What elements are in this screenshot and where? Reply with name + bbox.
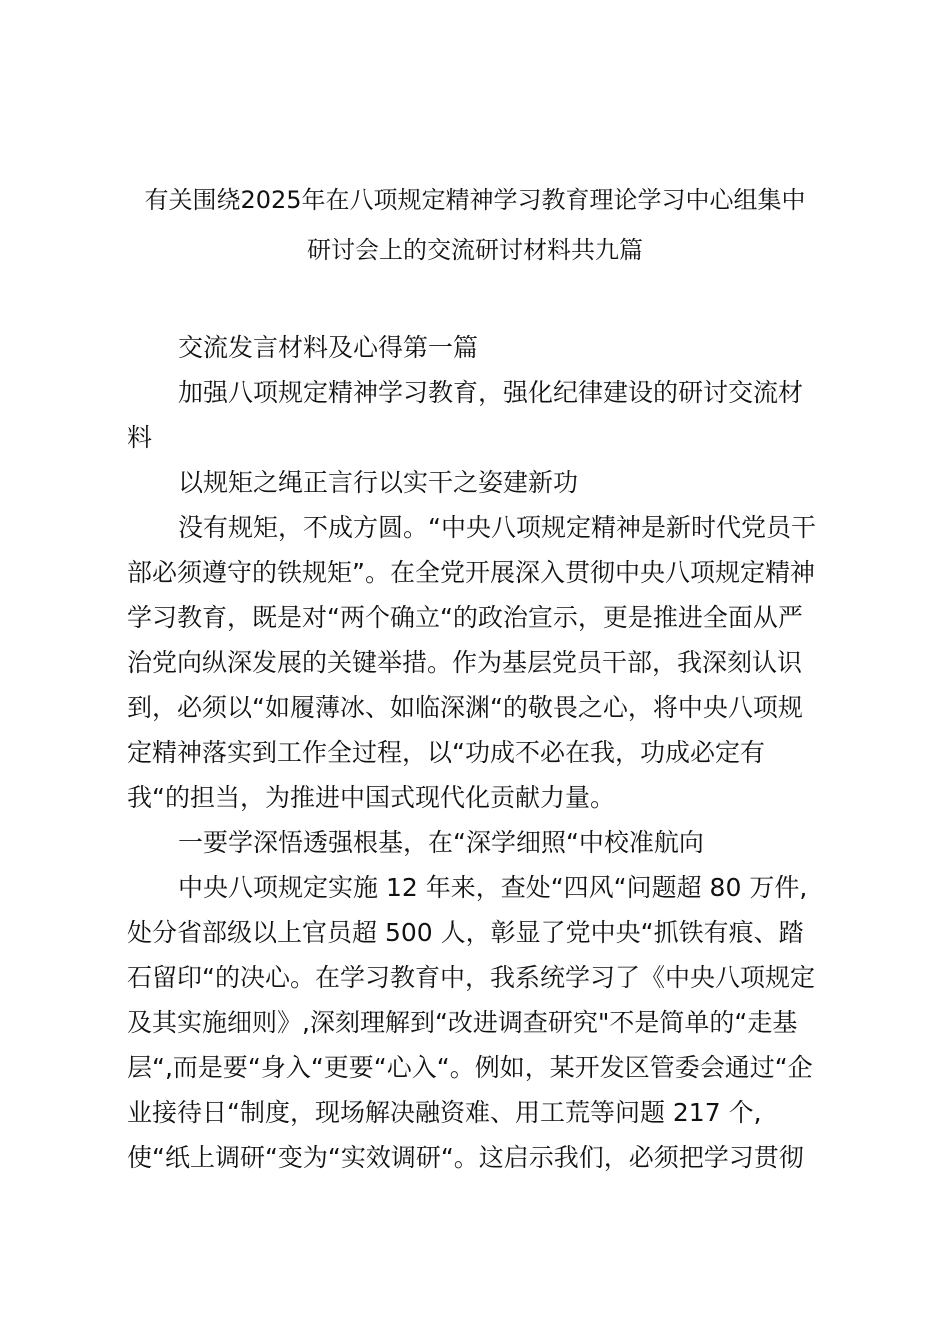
article-heading: 以规矩之绳正言行以实干之姿建新功 xyxy=(178,468,579,497)
body-line: 层“,而是要“身入“更要“心入“。例如，某开发区管委会通过“企 xyxy=(127,1053,813,1082)
body-line: 部必须遵守的铁规矩”。在全党开展深入贯彻中央八项规定精神 xyxy=(127,558,815,587)
section-subheading: 一要学深悟透强根基，在“深学细照“中校准航向 xyxy=(178,828,704,857)
body-line: 没有规矩，不成方圆。“中央八项规定精神是新时代党员干 xyxy=(178,513,816,542)
section-heading: 交流发言材料及心得第一篇 xyxy=(178,333,479,362)
body-line: 中央八项规定实施 12 年来，查处“四风“问题超 80 万件, xyxy=(178,873,808,902)
body-line: 学习教育，既是对“两个确立“的政治宣示，更是推进全面从严 xyxy=(127,603,803,632)
subtitle-line-2: 料 xyxy=(127,423,153,452)
body-line: 治党向纵深发展的关键举措。作为基层党员干部，我深刻认识 xyxy=(127,648,803,677)
body-line: 使“纸上调研“变为“实效调研“。这启示我们，必须把学习贯彻 xyxy=(127,1143,804,1172)
body-line: 定精神落实到工作全过程，以“功成不必在我，功成必定有 xyxy=(127,738,765,767)
body-line: 到，必须以“如履薄冰、如临深渊“的敬畏之心，将中央八项规 xyxy=(127,693,803,722)
document-title-line-2: 研讨会上的交流研讨材料共九篇 xyxy=(307,236,643,264)
body-line: 业接待日“制度，现场解决融资难、用工荒等问题 217 个, xyxy=(127,1098,762,1127)
body-line: 石留印“的决心。在学习教育中，我系统学习了《中央八项规定 xyxy=(127,963,815,992)
subtitle-line-1: 加强八项规定精神学习教育，强化纪律建设的研讨交流材 xyxy=(178,378,804,407)
body-line: 处分省部级以上官员超 500 人，彰显了党中央“抓铁有痕、踏 xyxy=(127,918,804,947)
body-line: 我“的担当，为推进中国式现代化贡献力量。 xyxy=(127,783,615,812)
body-line: 及其实施细则》,深刻理解到“改进调查研究"不是简单的“走基 xyxy=(127,1008,798,1037)
document-title-line-1: 有关围绕2025年在八项规定精神学习教育理论学习中心组集中 xyxy=(144,186,806,214)
